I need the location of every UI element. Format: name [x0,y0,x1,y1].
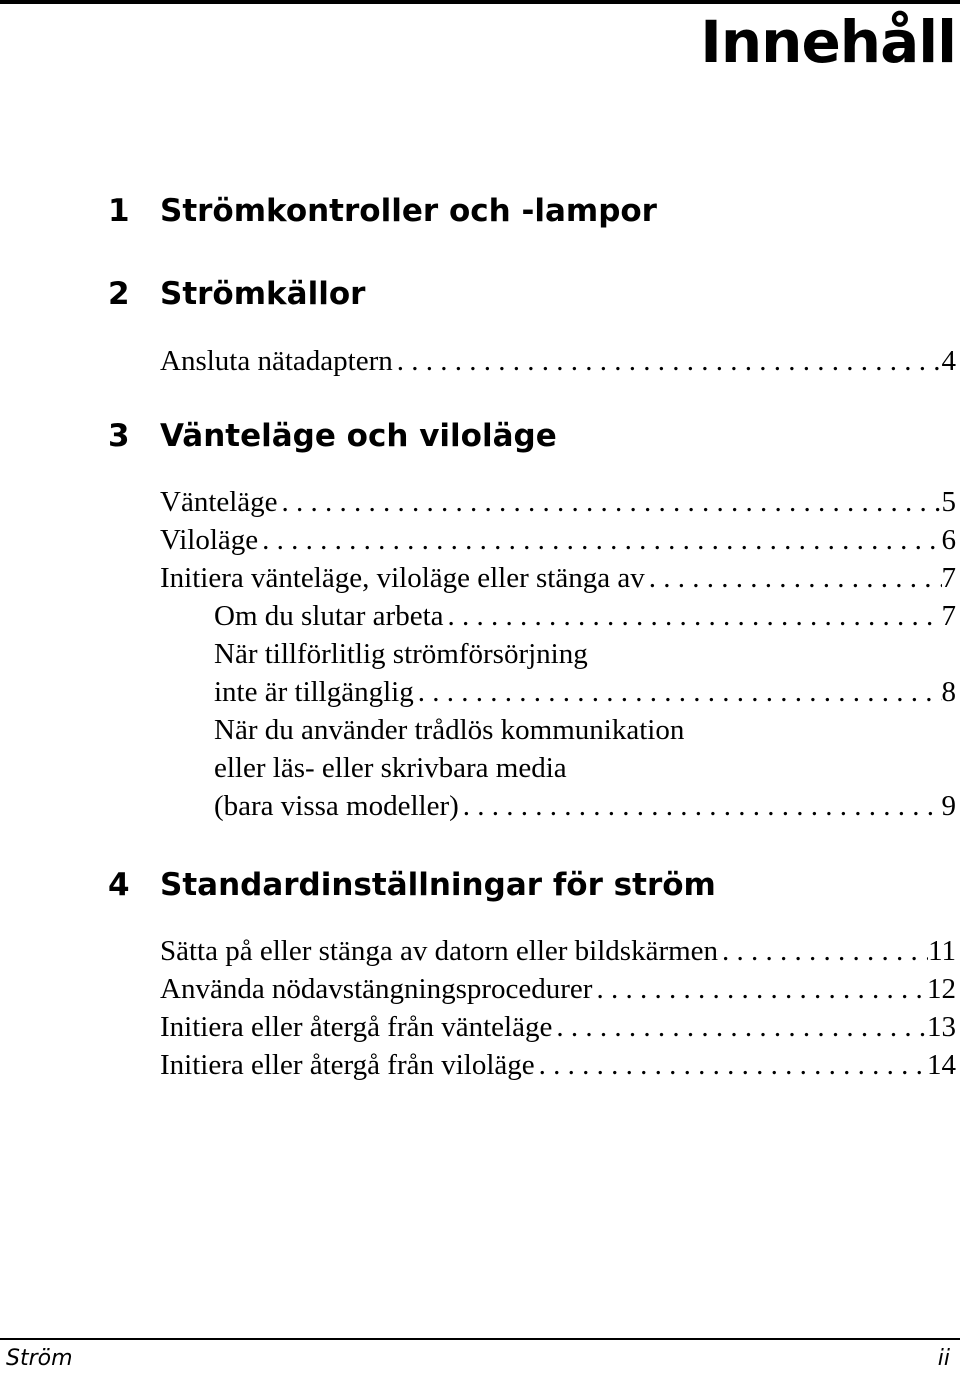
footer-title: Ström [6,1346,73,1371]
chapter-number: 1 [108,193,130,229]
dot-leader [552,1008,927,1046]
entry-text-line: När du använder trådlös kommunikation [214,714,685,746]
toc-entry[interactable] [160,521,956,559]
top-rule [0,0,960,4]
entry-text-line: eller läs- eller skrivbara media [214,752,567,784]
toc-entry[interactable] [160,483,956,521]
page-number: 9 [941,790,956,822]
page-number: 14 [927,1049,956,1081]
dot-leader [444,597,942,635]
chapter-title: Vänteläge och viloläge [160,418,557,454]
page-number: 12 [927,973,956,1005]
page-number: 13 [927,1011,956,1043]
page-number: 11 [928,935,956,967]
page-number: 7 [941,562,956,594]
entry-text: Initiera eller återgå från vänteläge [160,1011,553,1043]
footer-rule [0,1338,960,1340]
toc-entry[interactable] [214,597,956,635]
page-number: 4 [941,345,956,377]
dot-leader [393,342,942,380]
toc-entry[interactable] [160,1046,956,1084]
dot-leader [718,932,928,970]
entry-text: Om du slutar arbeta [214,600,444,632]
chapter-number: 4 [108,867,130,903]
chapter-title: Strömkällor [160,276,366,312]
chapter-heading[interactable] [108,193,657,229]
footer-page-number: ii [937,1346,950,1371]
entry-text: Vänteläge [160,486,278,518]
entry-text: (bara vissa modeller) [214,790,459,822]
page-number: 6 [941,524,956,556]
toc-entry[interactable] [160,342,956,380]
entry-text: Ansluta nätadaptern [160,345,393,377]
toc-entry[interactable] [160,559,956,597]
page-number: 8 [941,676,956,708]
chapter-heading[interactable] [108,867,716,903]
chapter-number: 2 [108,276,130,312]
entry-text: inte är tillgänglig [214,676,414,708]
dot-leader [258,521,941,559]
dot-leader [278,483,942,521]
toc-entry[interactable] [160,1008,956,1046]
toc-entry[interactable] [160,932,956,970]
dot-leader [645,559,942,597]
page-title: Innehåll [700,8,956,76]
entry-text: Använda nödavstängningsprocedurer [160,973,593,1005]
toc-entry[interactable] [214,787,956,825]
entry-text: Sätta på eller stänga av datorn eller bildskärmen [160,935,719,967]
toc-entry[interactable] [214,673,956,711]
entry-text: Initiera eller återgå från viloläge [160,1049,535,1081]
toc-entry[interactable] [160,970,956,1008]
chapter-number: 3 [108,418,130,454]
dot-leader [592,970,927,1008]
entry-text: Viloläge [160,524,259,556]
dot-leader [459,787,942,825]
chapter-heading[interactable] [108,418,557,454]
chapter-title: Standardinställningar för ström [160,867,716,903]
chapter-title: Strömkontroller och -lampor [160,193,657,229]
page-number: 5 [941,486,956,518]
entry-text: Initiera vänteläge, viloläge eller stänga av [160,562,645,594]
page-number: 7 [941,600,956,632]
dot-leader [535,1046,927,1084]
chapter-heading[interactable] [108,276,365,312]
entry-text-line: När tillförlitlig strömförsörjning [214,638,588,670]
dot-leader [414,673,942,711]
